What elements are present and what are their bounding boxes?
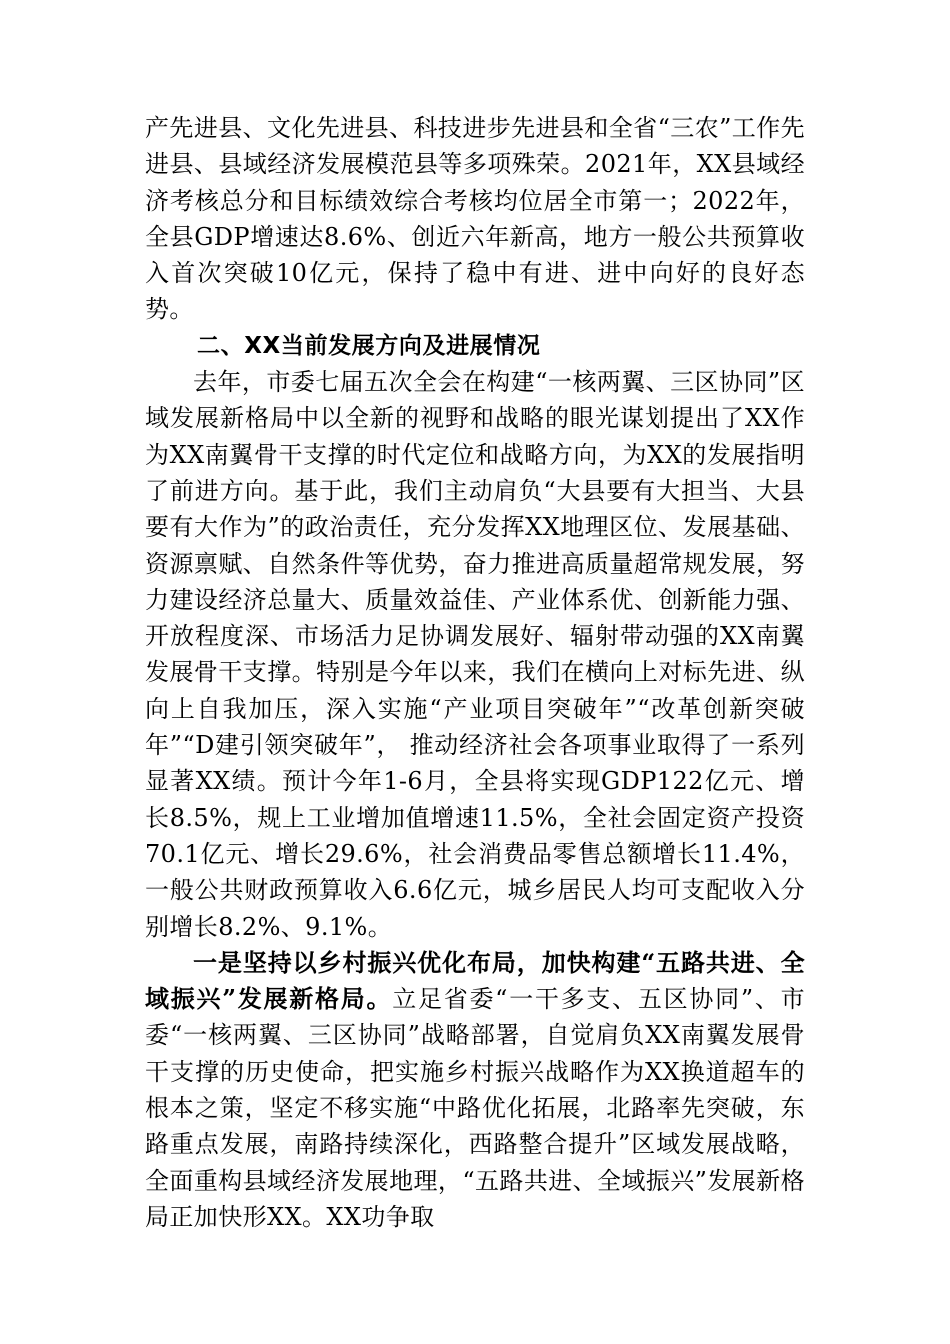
paragraph-achievements-continued: 产先进县、文化先进县、科技进步先进县和全省“三农”工作先进县、县域经济发展模范县等多项殊荣。2021年，XX县域经济考核总分和目标绩效综合考核均位居全市第一；2022年，全县GDP增速达8.6%、创近六年新高，地方一般公共预算收入首次突破10亿元，保持了稳中有进、进中向好的良好态势。 xyxy=(145,114,805,324)
paragraph-development-direction: 去年，市委七届五次全会在构建“一核两翼、三区协同”区域发展新格局中以全新的视野和战略的眼光谋划提出了XX作为XX南翼骨干支撑的时代定位和战略方向，为XX的发展指明了前进方向。基于此，我们主动肩负“大县要有大担当、大县要有大作为”的政治责任，充分发挥XX地理区位、发展基础、资源禀赋、自然条件等优势，奋力推进高质量超常规发展，努力建设经济总量大、质量效益佳、产业体系优、创新能力强、开放程度深、市场活力足协调发展好、辐射带动强的XX南翼发展骨干支撑。特别是今年以来，我们在横向上对标先进、纵向上自我加压，深入实施“产业项目突破年”“改革创新突破年”“D建引领突破年”， 推动经济社会各项事业取得了一系列显著XX绩。预计今年1-6月，全县将实现GDP122亿元、增长8.5%，规上工业增加值增速11.5%，全社会固定资产投资70.1亿元、增长29.6%，社会消费品零售总额增长11.4%，一般公共财政预算收入6.6亿元，城乡居民人均可支配收入分别增长8.2%、9.1%。 xyxy=(145,368,805,941)
paragraph-body-text: 立足省委“一干多支、五区协同”、市委“一核两翼、三区协同”战略部署，自觉肩负XX南翼发展骨干支撑的历史使命，把实施乡村振兴战略作为XX换道超车的根本之策，坚定不移实施“中路优化拓展，北路率先突破，东路重点发展，南路持续深化，西路整合提升”区域发展战略，全面重构县域经济发展地理，“五路共进、全域振兴”发展新格局正加快形XX。XX功争取 xyxy=(145,985,805,1231)
section-heading: 二、XX当前发展方向及进展情况 xyxy=(197,332,541,359)
document-body xyxy=(145,110,805,1235)
paragraph-rural-revitalization xyxy=(145,945,805,1235)
paragraph-lead-sentence: 一是坚持以乡村振兴优化布局，加快构建“五路共进、全域振兴”发展新格局。 xyxy=(145,947,805,1014)
